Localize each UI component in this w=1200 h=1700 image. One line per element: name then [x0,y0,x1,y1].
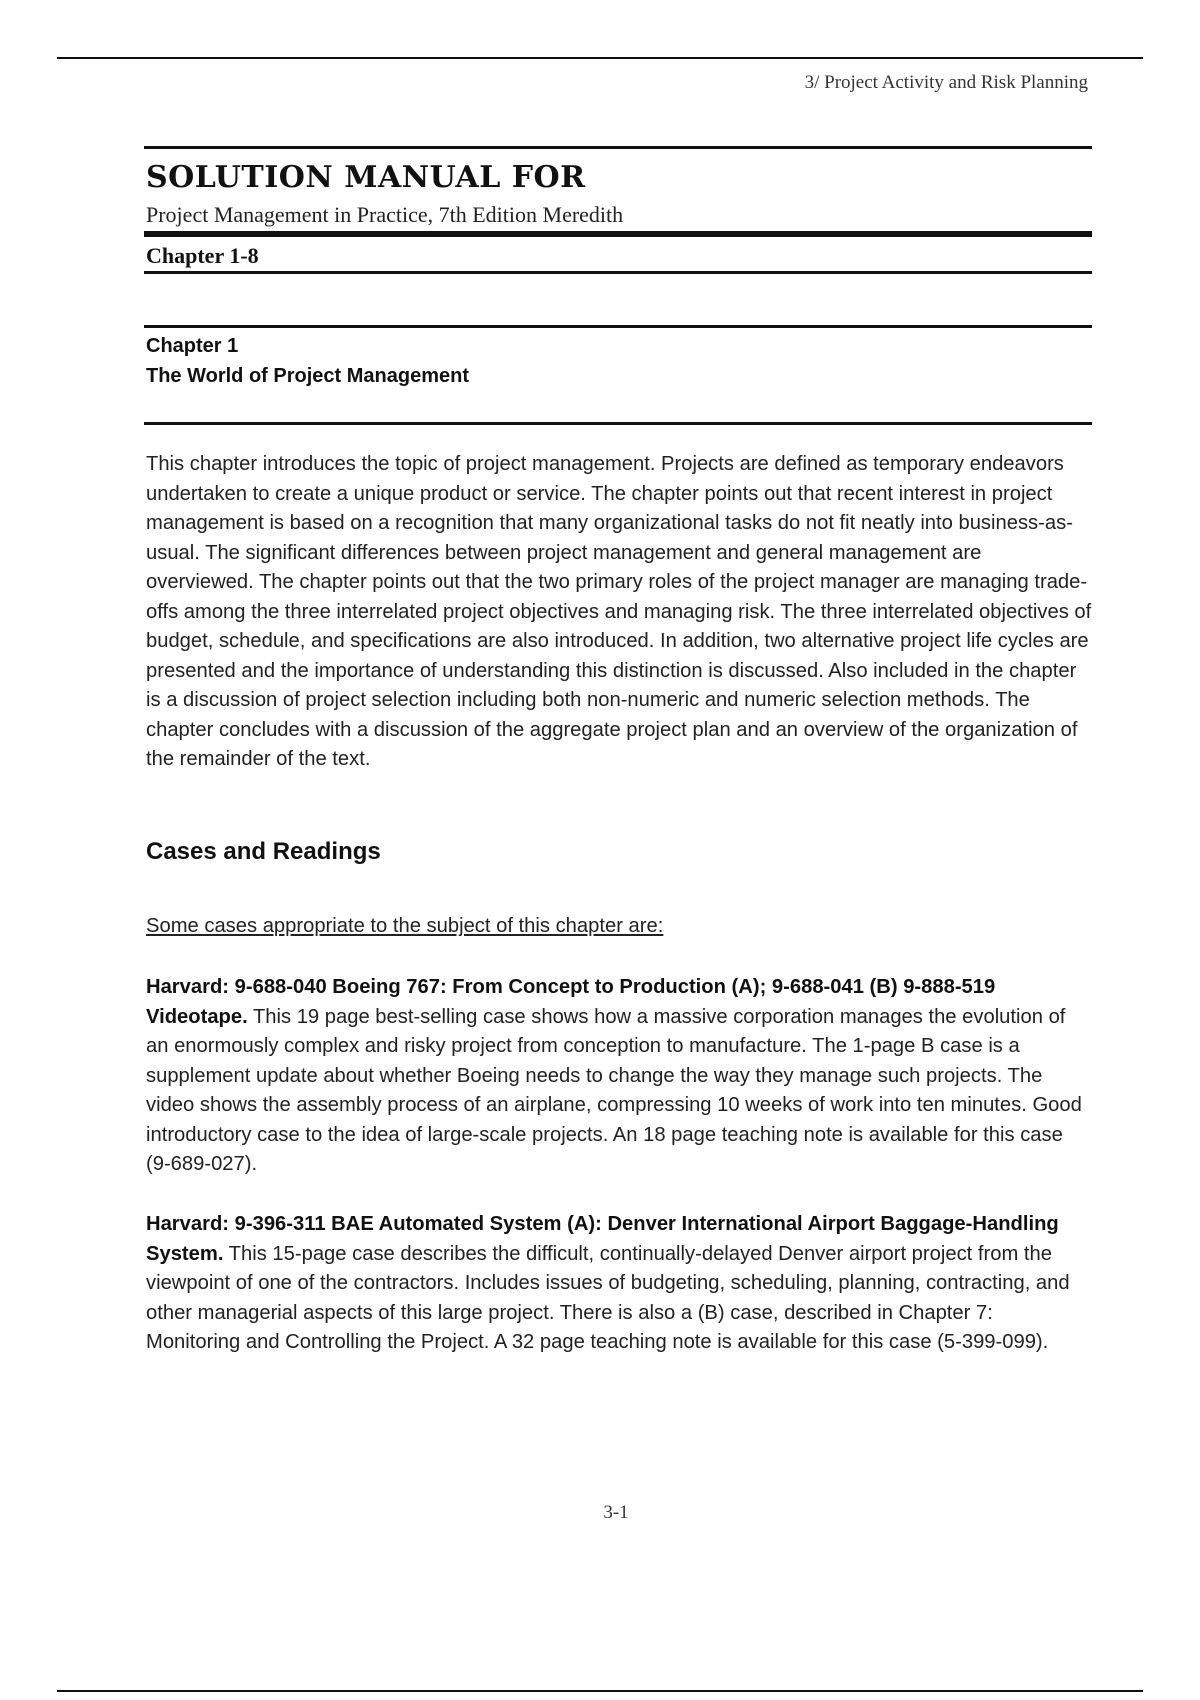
cases-intro: Some cases appropriate to the subject of this chapter are: [146,915,664,937]
chapter-range: Chapter 1-8 [146,243,259,268]
case-item [146,1210,1092,1358]
running-header: 3/ Project Activity and Risk Planning [804,72,1088,93]
chapter-title: The World of Project Management [146,365,469,387]
chapter-top-rule [144,325,1092,328]
top-page-rule [57,57,1143,59]
chapter-bottom-rule [144,422,1092,425]
bottom-page-rule [57,1690,1143,1692]
chapter-number: Chapter 1 [146,335,239,357]
book-title: Project Management in Practice, 7th Edition Meredith [146,202,624,227]
case-title: Harvard: 9-396-311 BAE Automated System (A): Denver International Airport Baggage-Handling System. [146,1213,1059,1265]
case-item [146,973,1092,1180]
title-bottom-rule [144,271,1092,274]
page-number: 3-1 [603,1502,629,1523]
case-title: Harvard: 9-688-040 Boeing 767: From Concept to Production (A); 9-688-041 (B) 9-888-519 Videotape. [146,976,996,1028]
chapter-summary: This chapter introduces the topic of project management. Projects are defined as temporary endeavors undertaken to create a unique product or service. The chapter points out that recent interest in project management is based on a recognition that many organizational tasks do not fit neatly into business-as-usual. The significant differences between project management and general management are overviewed. The chapter points out that the two primary roles of the project manager are managing trade-offs among the three interrelated project objectives and managing risk. The three interrelated objectives of budget, schedule, and specifications are also introduced. In addition, two alternative project life cycles are presented and the importance of understanding this distinction is discussed. Also included in the chapter is a discussion of project selection including both non-numeric and numeric selection methods. The chapter concludes with a discussion of the aggregate project plan and an overview of the organization of the remainder of the text. [146,453,1092,770]
case-description: This 15-page case describes the difficult, continually-delayed Denver airport project from the viewpoint of one of the contractors. Includes issues of budgeting, scheduling, planning, contracting, and other managerial aspects of this large project. There is also a (B) case, described in Chapter 7: Monitoring and Controlling the Project. A 32 page teaching note is available for this case (5-399-099). [146,1242,1070,1353]
case-description: This 19 page best-selling case shows how a massive corporation manages the evolution of an enormously complex and risky project from conception to manufacture. The 1-page B case is a supplement update about whether Boeing needs to change the way they manage such projects. The video shows the assembly process of an airplane, compressing 10 weeks of work into ten minutes. Good introductory case to the idea of large-scale projects. An 18 page teaching note is available for this case (9-689-027). [146,1005,1082,1175]
title-thick-rule [144,231,1092,237]
title-top-rule [144,146,1092,149]
manual-title: SOLUTION MANUAL FOR [146,160,586,195]
section-heading-cases: Cases and Readings [146,838,381,865]
